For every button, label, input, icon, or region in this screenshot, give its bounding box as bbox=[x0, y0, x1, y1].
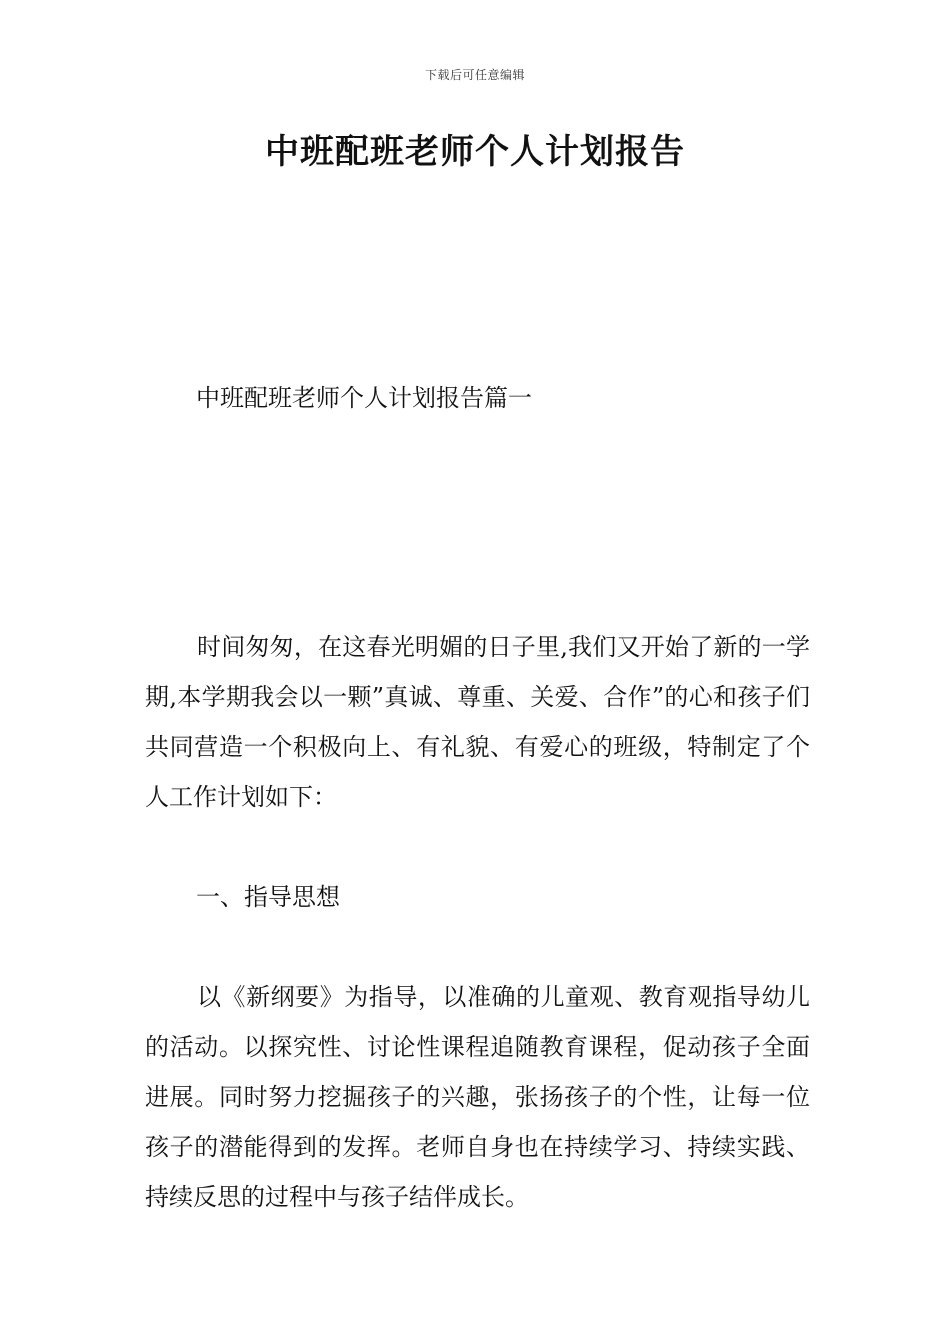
section-subtitle: 中班配班老师个人计划报告篇一 bbox=[196, 384, 532, 412]
intro-paragraph: 时间匆匆，在这春光明媚的日子里,我们又开始了新的一学期,本学期我会以一颗”真诚、尊重、关爱、合作”的心和孩子们共同营造一个积极向上、有礼貌、有爱心的班级，特制定了个人工作计划如下： bbox=[145, 633, 810, 811]
header-note: 下载后可任意编辑 bbox=[424, 68, 525, 82]
section-heading-guiding-ideology: 一、指导思想 bbox=[196, 883, 340, 911]
guiding-ideology-paragraph: 以《新纲要》为指导，以准确的儿童观、教育观指导幼儿的活动。以探究性、讨论性课程追随教育课程，促动孩子全面进展。同时努力挖掘孩子的兴趣，张扬孩子的个性，让每一位孩子的潜能得到的发挥。老师自身也在持续学习、持续实践、持续反思的过程中与孩子结伴成长。 bbox=[145, 983, 810, 1211]
document-title: 中班配班老师个人计划报告 bbox=[265, 132, 685, 172]
